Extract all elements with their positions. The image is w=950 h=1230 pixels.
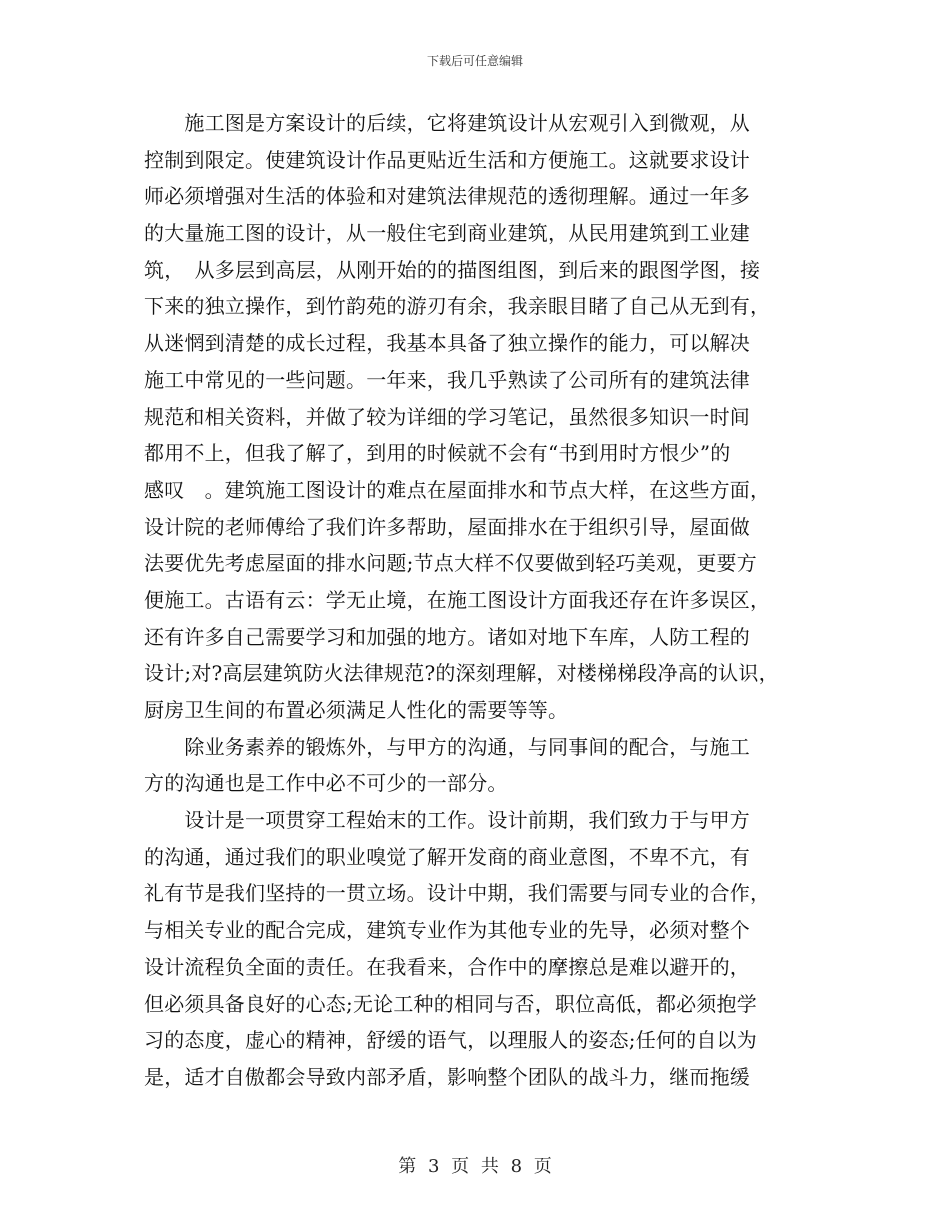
text-line: 是，适才自傲都会导致内部矛盾，影响整个团队的战斗力，继而拖缓 [144, 1064, 750, 1089]
text-line: 习的态度，虚心的精神，舒缓的语气，以理服人的姿态;任何的自以为 [144, 1028, 757, 1053]
text-line: 方的沟通也是工作中必不可少的一部分。 [144, 771, 508, 796]
text-line: 的大量施工图的设计，从一般住宅到商业建筑，从民用建筑到工业建 [144, 221, 750, 246]
text-line: 与相关专业的配合完成，建筑专业作为其他专业的先导，必须对整个 [144, 918, 750, 943]
text-line: 下来的独立操作，到竹韵苑的游刃有余，我亲眼目睹了自己从无到有， [144, 294, 771, 319]
text-line: 礼有节是我们坚持的一贯立场。设计中期，我们需要与同专业的合作， [144, 881, 771, 906]
text-line: 便施工。古语有云：学无止境，在施工图设计方面我还存在许多误区， [144, 587, 771, 612]
text-line: 设计;对?高层建筑防火法律规范?的深刻理解，对楼梯梯段净高的认识， [144, 661, 779, 686]
page-header: 下载后可任意编辑 [426, 54, 523, 68]
page-number-footer: 第 3 页 共 8 页 [398, 1156, 552, 1177]
text-line: 厨房卫生间的布置必须满足人性化的需要等等。 [144, 698, 569, 722]
text-line: 设计流程负全面的责任。在我看来，合作中的摩擦总是难以避开的， [144, 954, 750, 979]
text-line: 法要优先考虑屋面的排水问题;节点大样不仅要做到轻巧美观，更要方 [144, 551, 757, 576]
text-line: 师必须增强对生活的体验和对建筑法律规范的透彻理解。通过一年多 [144, 184, 750, 209]
text-line: 从迷惘到清楚的成长过程，我基本具备了独立操作的能力，可以解决 [144, 331, 750, 356]
text-line: 施工中常见的一些问题。一年来，我几乎熟读了公司所有的建筑法律 [144, 367, 750, 392]
text-line: 的沟通，通过我们的职业嗅觉了解开发商的商业意图，不卑不亢，有 [144, 844, 750, 869]
text-line: 筑， 从多层到高层，从刚开始的的描图组图，到后来的跟图学图，接 [144, 257, 761, 282]
text-line: 还有许多自己需要学习和加强的地方。诸如对地下车库，人防工程的 [144, 624, 750, 649]
text-line: 设计院的老师傅给了我们许多帮助，屋面排水在于组织引导，屋面做 [144, 514, 750, 539]
text-line: 设计是一项贯穿工程始末的工作。设计前期，我们致力于与甲方 [144, 808, 750, 833]
document-body [144, 105, 810, 1096]
text-line: 规范和相关资料，并做了较为详细的学习笔记，虽然很多知识一时间 [144, 404, 750, 429]
text-line: 除业务素养的锻炼外，与甲方的沟通，与同事间的配合，与施工 [144, 734, 750, 759]
text-line: 都用不上，但我了解了，到用的时候就不会有“书到用时方恨少”的 [144, 441, 731, 466]
text-line: 控制到限定。使建筑设计作品更贴近生活和方便施工。这就要求设计 [144, 147, 750, 172]
text-line: 感叹 。建筑施工图设计的难点在屋面排水和节点大样，在这些方面， [144, 477, 771, 502]
text-line: 但必须具备良好的心态;无论工种的相同与否，职位高低，都必须抱学 [144, 991, 757, 1016]
text-line: 施工图是方案设计的后续，它将建筑设计从宏观引入到微观，从 [144, 111, 750, 135]
